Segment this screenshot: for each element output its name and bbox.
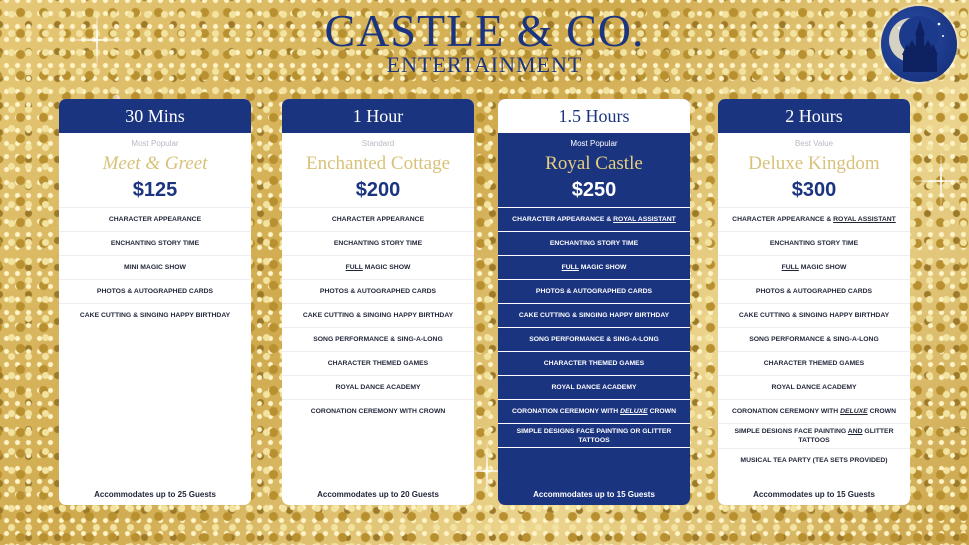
feature-item — [498, 351, 690, 375]
feature-text: CAKE CUTTING & SINGING HAPPY BIRTHDAY — [738, 312, 890, 319]
feature-text: ENCHANTING STORY TIME — [769, 240, 859, 247]
feature-text: CROWN — [647, 408, 677, 415]
feature-text: CAKE CUTTING & SINGING HAPPY BIRTHDAY — [302, 312, 454, 319]
feature-text: MAGIC SHOW — [798, 264, 847, 271]
feature-text: CAKE CUTTING & SINGING HAPPY BIRTHDAY — [518, 312, 670, 319]
feature-text: CORONATION CEREMONY WITH — [511, 408, 621, 415]
package-tag: Standard — [361, 139, 395, 148]
feature-item — [282, 303, 474, 327]
feature-text: MAGIC SHOW — [578, 264, 627, 271]
feature-item — [718, 279, 910, 303]
feature-text: SONG PERFORMANCE & SING-A-LONG — [749, 336, 879, 343]
guest-capacity: Accommodates up to 15 Guests — [533, 490, 655, 499]
feature-item — [498, 375, 690, 399]
feature-text: CHARACTER APPEARANCE & — [732, 216, 834, 223]
guest-capacity: Accommodates up to 15 Guests — [753, 490, 875, 499]
brand-title: CASTLE & CO. — [324, 5, 645, 56]
feature-item — [282, 207, 474, 231]
feature-item — [59, 255, 251, 279]
feature-item — [718, 375, 910, 399]
package-duration: 2 Hours — [718, 99, 910, 133]
feature-item — [718, 231, 910, 255]
feature-item — [59, 279, 251, 303]
sparkle-decoration — [910, 180, 969, 182]
feature-text: CHARACTER THEMED GAMES — [327, 360, 429, 367]
package-name: Deluxe Kingdom — [748, 153, 880, 174]
package-card-30-mins[interactable] — [59, 99, 251, 505]
feature-text: CHARACTER THEMED GAMES — [543, 360, 645, 367]
package-price: $125 — [132, 179, 178, 201]
feature-text: CHARACTER THEMED GAMES — [763, 360, 865, 367]
package-price: $200 — [355, 179, 401, 201]
package-duration: 30 Mins — [59, 99, 251, 133]
feature-text: CHARACTER APPEARANCE — [108, 216, 202, 223]
feature-text: ROYAL ASSISTANT — [833, 216, 896, 223]
feature-text: CORONATION CEREMONY WITH — [731, 408, 841, 415]
feature-item — [718, 351, 910, 375]
feature-item — [718, 327, 910, 351]
feature-text: FULL — [781, 264, 799, 271]
feature-item — [498, 207, 690, 231]
feature-item — [498, 327, 690, 351]
feature-text: ENCHANTING STORY TIME — [110, 240, 200, 247]
package-duration: 1.5 Hours — [498, 99, 690, 133]
package-card-2-hours[interactable] — [718, 99, 910, 505]
feature-text: CHARACTER APPEARANCE & — [512, 216, 614, 223]
feature-text: GLITTER TATTOOS — [798, 428, 894, 444]
package-card-1-hour[interactable] — [282, 99, 474, 505]
package-name: Royal Castle — [545, 153, 643, 174]
feature-item — [59, 303, 251, 327]
feature-text: CROWN — [867, 408, 897, 415]
guest-capacity: Accommodates up to 20 Guests — [317, 490, 439, 499]
feature-item — [498, 255, 690, 279]
feature-item — [718, 255, 910, 279]
feature-text: CHARACTER APPEARANCE — [331, 216, 425, 223]
feature-text: ROYAL DANCE ACADEMY — [551, 384, 637, 391]
feature-list — [718, 207, 910, 472]
feature-item — [498, 303, 690, 327]
feature-text: DELUXE — [840, 408, 868, 415]
package-card-1-5-hours[interactable] — [498, 99, 690, 505]
package-name: Meet & Greet — [102, 153, 208, 174]
feature-item — [282, 279, 474, 303]
package-tag: Most Popular — [570, 139, 618, 148]
feature-text: PHOTOS & AUTOGRAPHED CARDS — [535, 288, 653, 295]
feature-text: ENCHANTING STORY TIME — [333, 240, 423, 247]
feature-item — [718, 448, 910, 472]
feature-item — [282, 351, 474, 375]
feature-item — [498, 231, 690, 255]
feature-item — [59, 231, 251, 255]
guest-capacity: Accommodates up to 25 Guests — [94, 490, 216, 499]
feature-item — [282, 231, 474, 255]
feature-text: ROYAL DANCE ACADEMY — [771, 384, 857, 391]
brand-header — [0, 6, 969, 76]
package-duration: 1 Hour — [282, 99, 474, 133]
feature-item — [282, 327, 474, 351]
feature-text: MUSICAL TEA PARTY (TEA SETS PROVIDED) — [740, 457, 888, 464]
feature-text: DELUXE — [620, 408, 648, 415]
castle-moon-icon — [881, 6, 957, 82]
feature-text: FULL — [561, 264, 579, 271]
feature-text: MINI MAGIC SHOW — [124, 264, 186, 271]
feature-item — [282, 399, 474, 423]
feature-list — [282, 207, 474, 423]
feature-text: AND — [847, 428, 863, 435]
brand-subtitle: ENTERTAINMENT — [386, 52, 583, 77]
feature-text: FULL — [345, 264, 363, 271]
feature-item — [498, 279, 690, 303]
feature-text: SIMPLE DESIGNS FACE PAINTING OR GLITTER TATTOOS — [516, 428, 672, 444]
feature-text: ROYAL ASSISTANT — [613, 216, 676, 223]
feature-item — [498, 399, 690, 423]
feature-text: PHOTOS & AUTOGRAPHED CARDS — [319, 288, 437, 295]
package-price: $250 — [571, 179, 617, 201]
feature-item — [59, 207, 251, 231]
package-tag: Most Popular — [131, 139, 179, 148]
feature-text: CAKE CUTTING & SINGING HAPPY BIRTHDAY — [79, 312, 231, 319]
feature-list — [498, 207, 690, 448]
feature-text: SIMPLE DESIGNS FACE PAINTING — [734, 428, 848, 435]
feature-text: ENCHANTING STORY TIME — [549, 240, 639, 247]
package-price: $300 — [791, 179, 837, 201]
feature-text: ROYAL DANCE ACADEMY — [335, 384, 421, 391]
feature-text: PHOTOS & AUTOGRAPHED CARDS — [96, 288, 214, 295]
feature-text: SONG PERFORMANCE & SING-A-LONG — [529, 336, 659, 343]
feature-text: SONG PERFORMANCE & SING-A-LONG — [313, 336, 443, 343]
feature-item — [718, 303, 910, 327]
feature-item — [718, 207, 910, 231]
feature-item — [498, 423, 690, 448]
package-name: Enchanted Cottage — [305, 153, 451, 174]
feature-text: PHOTOS & AUTOGRAPHED CARDS — [755, 288, 873, 295]
feature-item — [718, 399, 910, 423]
feature-text: CORONATION CEREMONY WITH CROWN — [310, 408, 446, 415]
feature-text: MAGIC SHOW — [362, 264, 411, 271]
feature-item — [282, 255, 474, 279]
feature-list — [59, 207, 251, 327]
feature-item — [718, 423, 910, 448]
package-tag: Best Value — [794, 139, 834, 148]
feature-item — [282, 375, 474, 399]
